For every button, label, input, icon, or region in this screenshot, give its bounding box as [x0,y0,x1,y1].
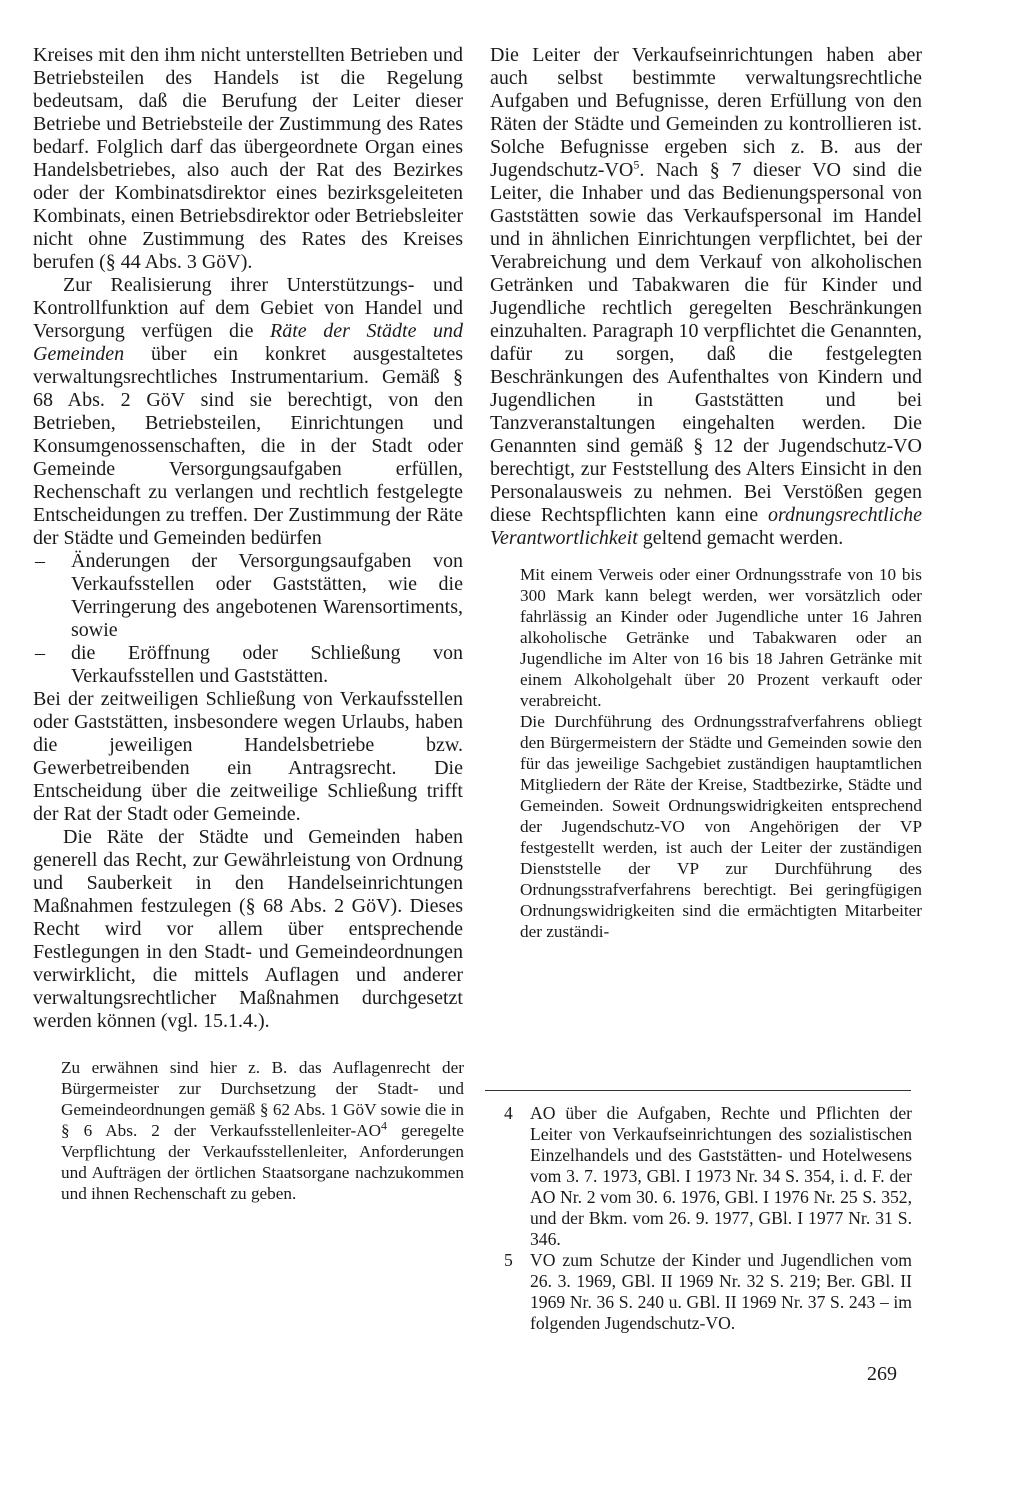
paragraph-ordnung: Die Räte der Städte und Gemeinden haben generell das Recht, zur Gewährleistung von Ordnung und Sauberkeit in den Handelseinrichtungen Maßnahmen festzulegen (§ 68 Abs. 2 GöV). Dieses Recht wird vor allem über entsprechende Festlegungen in den Stadt- und Gemeindeordnungen verwirklicht, die mittels Auflagen und anderer verwaltungsrechtlicher Maßnahmen durchgesetzt werden können (vgl. 15.1.4.). [33,826,463,1032]
left-column [33,44,463,1204]
small-paragraph: Mit einem Verweis oder einer Ordnungsstrafe von 10 bis 300 Mark kann belegt werden, wer vorsätzlich oder fahrlässig an Kinder oder Jugendliche unter 16 Jahren alkoholische Getränke und Tabakwaren oder an Jugendliche im Alter von 16 bis 18 Jahren Getränke mit einem Alkoholgehalt über 20 Prozent verkauft oder verabreicht. [520,565,922,710]
emphasis-text: ordnungsrechtliche Verantwortlichkeit [490,504,922,549]
small-paragraph: Die Durchführung des Ordnungsstrafverfahrens obliegt den Bürgermeistern der Städte und Gemeinden sowie den für das jeweilige Sachgebiet zuständigen hauptamtlichen Mitgliedern der Räte der Kreise, Stadtbezirke, Städte und Gemeinden. Soweit Ordnungswidrigkeiten entsprechend der Jugendschutz-VO von Angehörigen der VP festgestellt werden, ist auch der Leiter der zuständigen Dienststelle der VP zur Durchführung des Ordnungsstrafverfahrens berechtigt. Bei geringfügigen Ordnungswidrigkeiten sind die ermächtigten Mitarbeiter der zuständi- [520,712,922,941]
dash-list [33,550,463,688]
paragraph-schliessung: Bei der zeitweiligen Schließung von Verkaufsstellen oder Gaststätten, insbesondere wegen Urlaubs, haben die jeweiligen Handelsbetriebe bzw. Gewerbetreibenden ein Antragsrecht. Die Entscheidung über die zeitweilige Schließung trifft der Rat der Stadt oder Gemeinde. [33,688,463,825]
paragraph-text: . Nach § 7 dieser VO sind die Leiter, die Inhaber und das Bedienungspersonal von Gaststätten sowie das Verkaufspersonal im Handel und in ähnlichen Einrichtungen verpflichtet, bei der Verabreichung und dem Verkauf von alkoholischen Getränken und Tabakwaren die für Kinder und Jugendliche rechtlich geregelten Beschränkungen einzuhalten. Paragraph 10 verpflichtet die Genannten, dafür zu sorgen, daß die festgelegten Beschränkungen des Aufenthaltes von Kindern und Jugendlichen in Gaststätten und bei Tanzveranstaltungen eingehalten werden. Die Genannten sind gemäß § 12 der Jugendschutz-VO berechtigt, zur Feststellung des Alters Einsicht in den Personalausweis zu nehmen. Bei Verstößen gegen diese Rechtspflichten kann eine [490,159,922,526]
footnote-number: 4 [504,1103,513,1123]
right-body-text [490,44,922,550]
emphasis-text: Räte der Städte und Gemeinden [33,320,463,365]
footnote [504,1103,912,1250]
paragraph-text: über ein konkret ausgestaltetes verwaltungsrechtliches Instrumentarium. Gemäß § 68 Abs. 2 GöV sind sie berechtigt, von den Betrieben, Betriebsteilen, Einrichtungen und Konsumgenossenschaften, die in der Stadt oder Gemeinde Versorgungsaufgaben erfüllen, Rechenschaft zu verlangen und rechtlich festgelegte Entscheidungen zu treffen. Der Zustimmung der Räte der Städte und Gemeinden bedürfen [33,343,463,549]
right-small-print [520,564,922,942]
page-number: 269 [867,1363,897,1385]
footnote-ref: 5 [633,157,640,172]
footnote-number: 5 [504,1250,513,1270]
footnote-ref: 4 [381,1118,387,1133]
right-column [490,44,922,942]
paragraph-leiter [490,44,922,550]
footnote-divider [485,1090,911,1091]
paragraph-continuation: Kreises mit den ihm nicht unterstellten Betrieben und Betriebsteilen des Handels ist die Regelung bedeutsam, daß die Berufung der Leiter dieser Betriebe und Betriebsteile der Zustimmung des Rates bedarf. Folglich darf das übergeordnete Organ eines Handelsbetriebes, also auch der Rat des Bezirkes oder der Kombinatsdirektor eines bezirksgeleiteten Kombinats, einen Betriebsdirektor oder Betriebsleiter nicht ohne Zustimmung des Rates des Kreises berufen (§ 44 Abs. 3 GöV). [33,44,463,273]
small-text: geregelte Verpflichtung der Verkaufsstellenleiter, Anforderungen und Aufträgen der örtlichen Staatsorgane nachzukommen und ihnen Rechenschaft zu geben. [61,1121,464,1203]
list-item: – Änderungen der Versorgungsaufgaben von Verkaufsstellen oder Gaststätten, wie die Verringerung des angebotenen Warensortiments, sowie [33,550,463,642]
small-text: Zu erwähnen sind hier z. B. das Auflagenrecht der Bürgermeister zur Durchsetzung der Stadt- und Gemeindeordnungen gemäß § 62 Abs. 1 GöV sowie die in § 6 Abs. 2 der Verkaufsstellenleiter-AO [61,1058,464,1140]
paragraph-realisierung [33,274,463,550]
footnote [504,1250,912,1334]
footnote-text: VO zum Schutze der Kinder und Jugendlichen vom 26. 3. 1969, GBl. II 1969 Nr. 32 S. 219; Ber. GBl. II 1969 Nr. 36 S. 240 u. GBl. II 1969 Nr. 37 S. 243 – im folgenden Jugendschutz-VO. [530,1250,912,1333]
footnote-text: AO über die Aufgaben, Rechte und Pflichten der Leiter von Verkaufseinrichtungen des sozialistischen Einzelhandels und des Gaststätten- und Hotelwesens vom 3. 7. 1973, GBl. I 1973 Nr. 34 S. 354, i. d. F. der AO Nr. 2 vom 30. 6. 1976, GBl. I 1976 Nr. 25 S. 352, und der Bkm. vom 26. 9. 1977, GBl. I 1977 Nr. 31 S. 346. [530,1103,912,1249]
footnotes [504,1103,912,1334]
paragraph-text: geltend gemacht werden. [637,527,844,549]
paragraph-text: Zur Realisierung ihrer Unterstützungs- und Kontrollfunktion auf dem Gebiet von Handel und Versorgung verfügen die [33,274,463,342]
left-body-text [33,44,463,1033]
paragraph-text: Die Leiter der Verkaufseinrichtungen haben aber auch selbst bestimmte verwaltungsrechtliche Aufgaben und Befugnisse, deren Erfüllung von den Räten der Städte und Gemeinden zu kontrollieren ist. Solche Befugnisse ergeben sich z. B. aus der Jugendschutz-VO [490,44,922,181]
small-paragraph [61,1057,464,1204]
list-item: – die Eröffnung oder Schließung von Verkaufsstellen und Gaststätten. [33,642,463,688]
left-small-print [61,1057,464,1204]
